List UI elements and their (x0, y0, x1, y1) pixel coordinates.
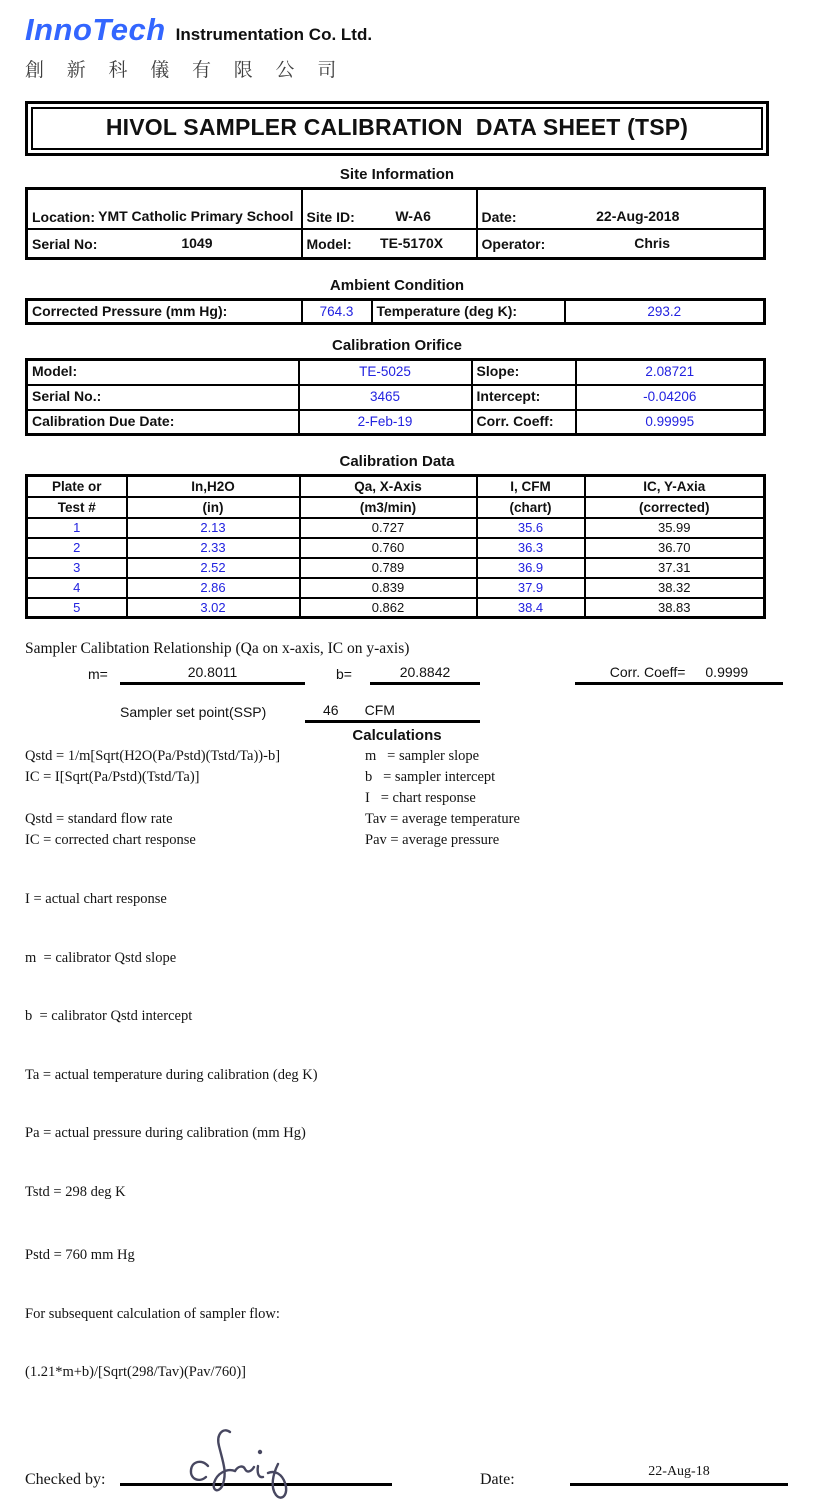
test-number: 4 (27, 578, 127, 598)
calculations-grid (25, 746, 769, 851)
in-h2o-value: 3.02 (127, 598, 300, 618)
ssp-value-group (305, 699, 480, 723)
calibration-data-heading: Calibration Data (339, 453, 455, 470)
field-label: Serial No: (32, 235, 98, 252)
orifice-slope-value (576, 360, 765, 385)
company-name-chinese: 創 新 科 儀 有 限 公 司 (25, 60, 346, 81)
test-number: 2 (27, 538, 127, 558)
sheet-title-inner-border (31, 107, 763, 150)
date-line (570, 1464, 788, 1486)
definition-line: Ta = actual temperature during calibration (deg K) (25, 1066, 318, 1083)
qa-value: 0.862 (300, 598, 477, 618)
definition-line: m = sampler slope (365, 748, 480, 764)
m-value (120, 661, 305, 685)
table-header-row (27, 476, 765, 497)
ssp-value: 46 (323, 702, 339, 718)
orifice-due-date-label (27, 410, 299, 435)
relationship-values-row (25, 658, 769, 685)
field-value: YMT Catholic Primary School (98, 207, 294, 224)
definition-line: (1.21*m+b)/[Sqrt(298/Tav)(Pav/760)] (25, 1364, 246, 1380)
field-value: 0.99995 (645, 413, 695, 429)
i-cfm-value: 36.9 (477, 558, 585, 578)
formula-line: IC = corrected chart response (25, 832, 196, 848)
relationship-title: Sampler Calibtation Relationship (Qa on x-axis, IC on y-axis) (25, 640, 410, 657)
ic-corrected-value: 38.83 (585, 598, 765, 618)
column-subheader: (chart) (477, 497, 585, 518)
calibration-orifice-heading: Calibration Orifice (331, 337, 463, 354)
calibration-data-table (25, 474, 766, 619)
sheet-title: HIVOL SAMPLER CALIBRATION DATA SHEET (TSP) (105, 114, 689, 140)
i-cfm-value: 37.9 (477, 578, 585, 598)
orifice-serial-label (27, 385, 299, 410)
definition-line: m = calibrator Qstd slope (25, 949, 177, 966)
date-label: Date: (480, 1470, 515, 1488)
ambient-condition-heading: Ambient Condition (329, 277, 465, 294)
column-subheader: Test # (27, 497, 127, 518)
field-value: 22-Aug-2018 (596, 207, 680, 224)
table-row (27, 578, 765, 598)
in-h2o-value: 2.13 (127, 518, 300, 538)
table-row (27, 300, 765, 324)
field-value: 293.2 (647, 303, 682, 319)
column-header: In,H2O (127, 476, 300, 497)
corr-coeff-value: 0.9999 (705, 664, 749, 680)
model-cell (302, 229, 477, 259)
site-id-cell (302, 189, 477, 229)
site-information-heading: Site Information (339, 166, 455, 183)
definition-line: I = chart response (365, 790, 476, 806)
table-row (27, 558, 765, 578)
definition-line: Tav = average temperature (365, 811, 520, 827)
field-label: Calibration Due Date: (32, 412, 175, 429)
formula-line: IC = I[Sqrt(Pa/Pstd)(Tstd/Ta)] (25, 769, 200, 785)
date-cell (477, 189, 765, 229)
table-row (27, 598, 765, 618)
field-value: 20.8842 (399, 664, 451, 680)
b-label: b= (336, 666, 352, 682)
location-cell (27, 189, 302, 229)
ambient-condition-table (25, 298, 766, 325)
m-label: m= (88, 666, 108, 682)
qa-value: 0.727 (300, 518, 477, 538)
definition-line: Pstd = 760 mm Hg (25, 1247, 135, 1263)
qa-value: 0.789 (300, 558, 477, 578)
field-label: Date: (481, 208, 517, 225)
table-header-row (27, 497, 765, 518)
in-h2o-value: 2.86 (127, 578, 300, 598)
field-value: W-A6 (395, 207, 431, 224)
orifice-corr-coeff-value (576, 410, 765, 435)
field-value: -0.04206 (643, 389, 697, 404)
pressure-value-cell (302, 300, 372, 324)
ic-corrected-value: 37.31 (585, 558, 765, 578)
ic-corrected-value: 36.70 (585, 538, 765, 558)
definition-line: I = actual chart response (25, 891, 167, 907)
ic-corrected-value: 38.32 (585, 578, 765, 598)
i-cfm-value: 35.6 (477, 518, 585, 538)
orifice-serial-value (299, 385, 472, 410)
field-label: Model: (32, 363, 78, 380)
table-row (27, 229, 765, 259)
definition-line: Pav = average pressure (365, 832, 500, 848)
field-value: Chris (634, 234, 671, 251)
checked-by-label: Checked by: (25, 1470, 106, 1488)
temperature-label-cell (372, 300, 565, 324)
table-row (27, 189, 765, 229)
field-value: TE-5025 (359, 364, 411, 380)
field-label: Corrected Pressure (mm Hg): (32, 302, 228, 319)
pressure-label-cell (27, 300, 302, 324)
ic-corrected-value: 35.99 (585, 518, 765, 538)
formula-line: Qstd = 1/m[Sqrt(H2O(Pa/Pstd)(Tstd/Ta))-b] (25, 748, 281, 764)
table-row (27, 518, 765, 538)
calculations-heading: Calculations (352, 727, 442, 744)
serial-no-cell (27, 229, 302, 259)
table-row (27, 538, 765, 558)
field-value: 1049 (181, 234, 213, 251)
temperature-value-cell (565, 300, 765, 324)
field-label: Site ID: (306, 208, 355, 225)
spacer (25, 788, 365, 809)
table-row (27, 410, 765, 435)
i-cfm-value: 36.3 (477, 538, 585, 558)
in-h2o-value: 2.33 (127, 538, 300, 558)
company-logo: InnoTech (25, 12, 166, 47)
company-header (25, 12, 769, 48)
column-header: I, CFM (477, 476, 585, 497)
field-label: Location: (32, 208, 95, 225)
orifice-model-label (27, 360, 299, 385)
test-number: 3 (27, 558, 127, 578)
formula-line: Qstd = standard flow rate (25, 811, 173, 827)
signature-footer (25, 1446, 769, 1492)
column-header: Plate or (27, 476, 127, 497)
b-value (370, 661, 480, 685)
test-number: 5 (27, 598, 127, 618)
field-value: 764.3 (319, 303, 354, 319)
corr-coeff-label: Corr. Coeff= (609, 664, 686, 680)
qa-value: 0.760 (300, 538, 477, 558)
field-label: Temperature (deg K): (376, 302, 518, 319)
i-cfm-value: 38.4 (477, 598, 585, 618)
field-label: Serial No.: (32, 388, 102, 404)
sheet-title-box (25, 101, 769, 156)
site-information-table (25, 187, 766, 260)
column-header: IC, Y-Axia (585, 476, 765, 497)
field-value: 2-Feb-19 (357, 413, 413, 429)
orifice-intercept-label (472, 385, 576, 410)
definition-line: Pa = actual pressure during calibration (mm Hg) (25, 1125, 306, 1141)
definitions-block (25, 851, 769, 1422)
in-h2o-value: 2.52 (127, 558, 300, 578)
definition-line: b = calibrator Qstd intercept (25, 1008, 193, 1024)
sampler-set-point-row (25, 698, 769, 723)
orifice-slope-label (472, 360, 576, 385)
definition-line: b = sampler intercept (365, 769, 496, 785)
corr-coeff-group (575, 661, 783, 685)
column-subheader: (corrected) (585, 497, 765, 518)
company-name-suffix: Instrumentation Co. Ltd. (175, 25, 373, 44)
field-value: TE-5170X (380, 234, 444, 251)
column-header: Qa, X-Axis (300, 476, 477, 497)
orifice-corr-coeff-label (472, 410, 576, 435)
field-label: Model: (306, 235, 352, 252)
column-subheader: (m3/min) (300, 497, 477, 518)
qa-value: 0.839 (300, 578, 477, 598)
table-row (27, 385, 765, 410)
field-label: Intercept: (476, 388, 541, 404)
definition-line: Tstd = 298 deg K (25, 1183, 126, 1200)
orifice-intercept-value (576, 385, 765, 410)
test-number: 1 (27, 518, 127, 538)
field-label: Operator: (481, 235, 546, 252)
field-value: 20.8011 (187, 664, 238, 680)
table-row (27, 360, 765, 385)
field-label: Slope: (476, 363, 520, 380)
ssp-label: Sampler set point(SSP) (120, 704, 267, 720)
field-value: 2.08721 (645, 364, 695, 380)
orifice-model-value (299, 360, 472, 385)
field-label: Corr. Coeff: (476, 412, 554, 429)
column-subheader: (in) (127, 497, 300, 518)
calibration-orifice-table (25, 358, 766, 436)
orifice-due-date-value (299, 410, 472, 435)
definition-line: For subsequent calculation of sampler flow: (25, 1305, 280, 1322)
date-value: 22-Aug-18 (648, 1463, 710, 1479)
signature-chris (175, 1424, 310, 1504)
field-value: 3465 (369, 389, 401, 404)
operator-cell (477, 229, 765, 259)
ssp-unit: CFM (364, 702, 395, 718)
